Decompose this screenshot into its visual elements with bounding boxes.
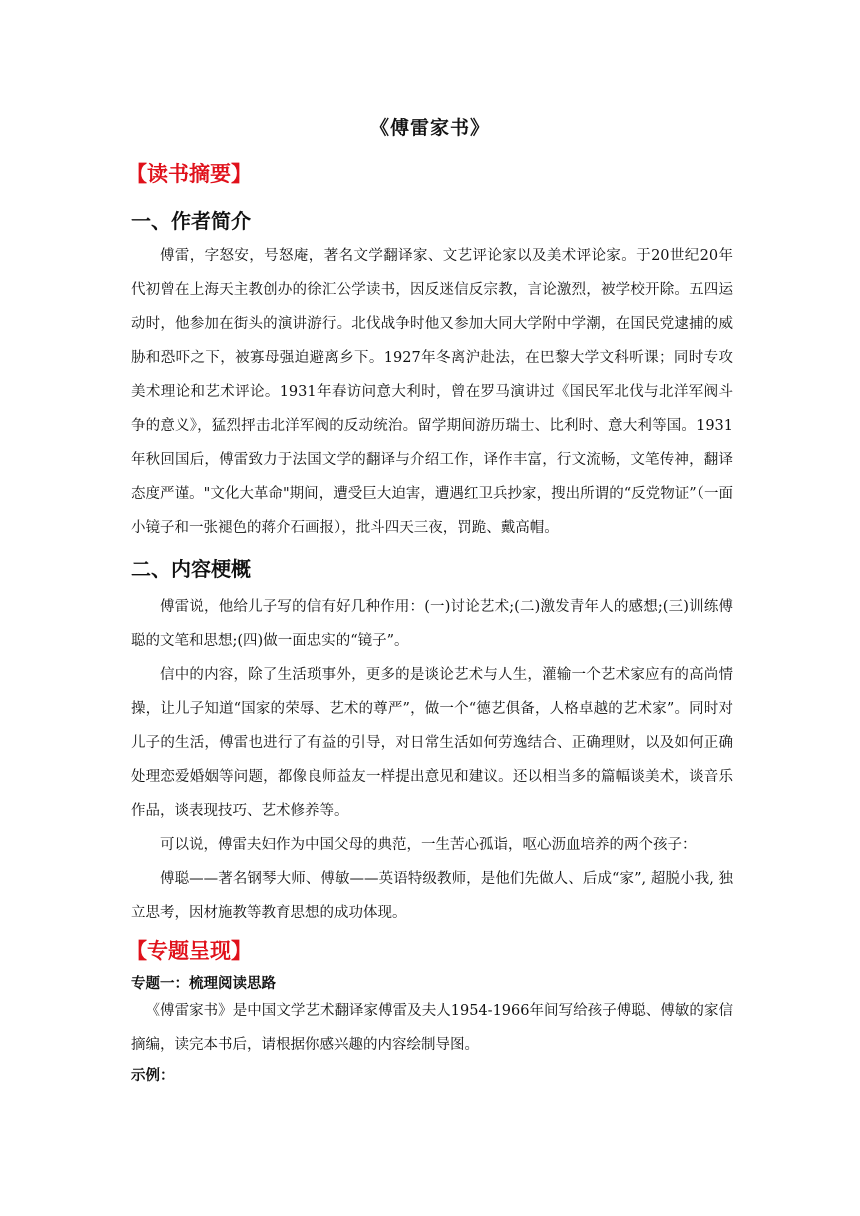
paragraph-parents-model: 可以说，傅雷夫妇作为中国父母的典范，一生苦心孤诣，呕心沥血培养的两个孩子：	[160, 837, 697, 853]
paragraph-author-intro: 傅雷，字怒安，号怒庵，著名文学翻译家、文艺评论家以及美术评论家。于20世纪20年代初曾在上海天主教创办的徐汇公学读书，因反迷信反宗教，言论激烈，被学校开除。五四运动时，他参加在街头的演讲游行。北伐战争时他又参加大同大学附中学潮，在国民党逮捕的威胁和恐吓之下，被寡母强迫避离乡下。1927年冬离沪赴法，在巴黎大学文科听课；同时专攻美术理论和艺术评论。1931年春访问意大利时，曾在罗马演讲过《国民军北伐与北洋军阀斗争的意义》，猛烈抨击北洋军阀的反动统治。留学期间游历瑞士、比利时、意大利等国。1931年秋回国后，傅雷致力于法国文学的翻译与介绍工作，译作丰富，行文流畅，文笔传神，翻译态度严谨。"文化大革命"期间，遭受巨大迫害，遭遇红卫兵抄家，搜出所谓的“反党物证”（一面小镜子和一张褪色的蒋介石画报），批斗四天三夜，罚跪、戴高帽。	[131, 248, 733, 536]
heading-author-intro: 一、作者简介	[131, 209, 251, 233]
section-heading-topics: 【专题呈现】	[126, 939, 252, 963]
heading-topic-1: 专题一：梳理阅读思路	[131, 976, 276, 992]
paragraph-letter-content: 信中的内容，除了生活琐事外，更多的是谈论艺术与人生，灌输一个艺术家应有的高尚情操，让儿子知道“国家的荣辱、艺术的尊严”，做一个“德艺俱备，人格卓越的艺术家”。同时对儿子的生活，傅雷也进行了有益的引导，对日常生活如何劳逸结合、正确理财，以及如何正确处理恋爱婚姻等问题，都像良师益友一样提出意见和建议。还以相当多的篇幅谈美术，谈音乐作品，谈表现技巧、艺术修养等。	[131, 667, 733, 819]
example-label: 示例：	[131, 1068, 175, 1084]
paragraph-children: 傅聪——著名钢琴大师、傅敏——英语特级教师，是他们先做人、后成“家”, 超脱小我, 独立思考，因材施教等教育思想的成功体现。	[131, 871, 733, 921]
section-heading-summary: 【读书摘要】	[126, 162, 252, 186]
paragraph-letter-purposes: 傅雷说，他给儿子写的信有好几种作用：(一)讨论艺术;(二)激发青年人的感想;(三)训练傅聪的文笔和思想;(四)做一面忠实的“镜子”。	[131, 599, 733, 649]
document-title: 《傅雷家书》	[369, 117, 490, 139]
heading-content-summary: 二、内容梗概	[131, 557, 251, 581]
paragraph-topic-1: 《傅雷家书》是中国文学艺术翻译家傅雷及夫人1954-1966年间写给孩子傅聪、傅敏的家信摘编，读完本书后，请根据你感兴趣的内容绘制导图。	[131, 1003, 733, 1053]
